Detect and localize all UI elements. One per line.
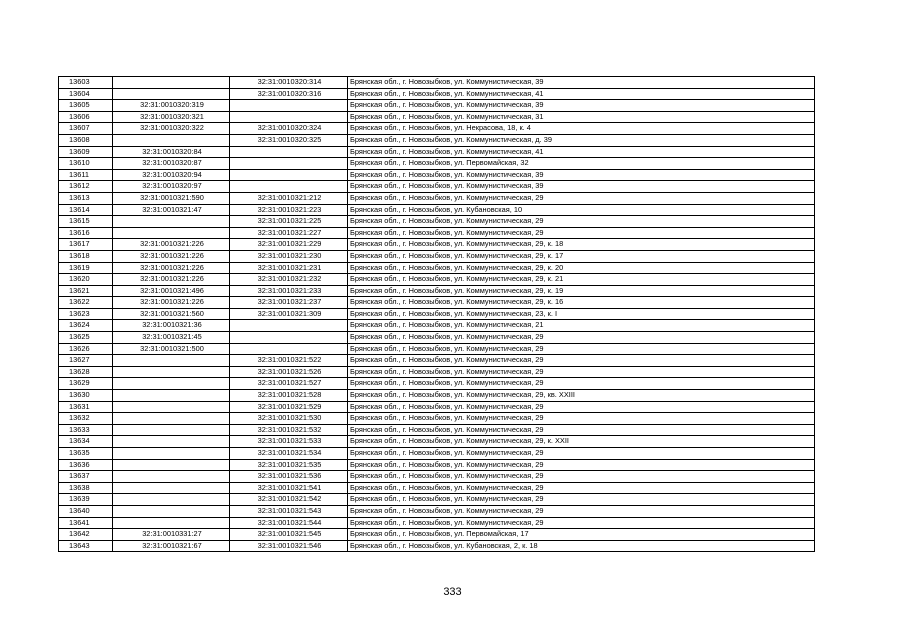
table-row bbox=[59, 424, 815, 436]
address-cell: Брянская обл., г. Новозыбков, ул. Коммунистическая, 29 bbox=[348, 471, 815, 483]
table-row bbox=[59, 262, 815, 274]
object-number-cell: 32:31:0010321:232 bbox=[230, 274, 348, 286]
object-number-cell: 32:31:0010321:225 bbox=[230, 216, 348, 228]
address-cell: Брянская обл., г. Новозыбков, ул. Коммунистическая, 29, к. 16 bbox=[348, 297, 815, 309]
table-row bbox=[59, 227, 815, 239]
object-number-cell: 32:31:0010321:527 bbox=[230, 378, 348, 390]
address-cell: Брянская обл., г. Новозыбков, ул. Коммунистическая, 41 bbox=[348, 88, 815, 100]
row-number-cell: 13628 bbox=[59, 366, 113, 378]
address-cell: Брянская обл., г. Новозыбков, ул. Коммунистическая, 41 bbox=[348, 146, 815, 158]
row-number-cell: 13606 bbox=[59, 111, 113, 123]
address-cell: Брянская обл., г. Новозыбков, ул. Коммунистическая, 29 bbox=[348, 378, 815, 390]
table-row bbox=[59, 355, 815, 367]
object-number-cell bbox=[230, 320, 348, 332]
parcel-number-cell bbox=[113, 401, 230, 413]
row-number-cell: 13640 bbox=[59, 505, 113, 517]
object-number-cell bbox=[230, 181, 348, 193]
parcel-number-cell bbox=[113, 390, 230, 402]
parcel-number-cell bbox=[113, 413, 230, 425]
table-row bbox=[59, 448, 815, 460]
address-cell: Брянская обл., г. Новозыбков, ул. Коммунистическая, 29, к. XXII bbox=[348, 436, 815, 448]
address-cell: Брянская обл., г. Новозыбков, ул. Коммунистическая, 21 bbox=[348, 320, 815, 332]
row-number-cell: 13641 bbox=[59, 517, 113, 529]
table-row bbox=[59, 517, 815, 529]
address-cell: Брянская обл., г. Новозыбков, ул. Коммунистическая, 29 bbox=[348, 413, 815, 425]
table-row bbox=[59, 181, 815, 193]
object-number-cell: 32:31:0010321:522 bbox=[230, 355, 348, 367]
table-row bbox=[59, 239, 815, 251]
parcel-number-cell bbox=[113, 134, 230, 146]
address-cell: Брянская обл., г. Новозыбков, ул. Коммунистическая, 29 bbox=[348, 216, 815, 228]
row-number-cell: 13620 bbox=[59, 274, 113, 286]
parcel-number-cell: 32:31:0010320:87 bbox=[113, 158, 230, 170]
table-row bbox=[59, 401, 815, 413]
object-number-cell bbox=[230, 111, 348, 123]
object-number-cell: 32:31:0010320:314 bbox=[230, 77, 348, 89]
row-number-cell: 13623 bbox=[59, 308, 113, 320]
parcel-number-cell bbox=[113, 77, 230, 89]
object-number-cell: 32:31:0010320:316 bbox=[230, 88, 348, 100]
table-row bbox=[59, 540, 815, 552]
table-row bbox=[59, 332, 815, 344]
table-row bbox=[59, 192, 815, 204]
object-number-cell: 32:31:0010321:543 bbox=[230, 505, 348, 517]
table-row bbox=[59, 216, 815, 228]
address-cell: Брянская обл., г. Новозыбков, ул. Коммунистическая, 29, к. 20 bbox=[348, 262, 815, 274]
parcel-number-cell: 32:31:0010321:226 bbox=[113, 297, 230, 309]
row-number-cell: 13615 bbox=[59, 216, 113, 228]
table-row bbox=[59, 378, 815, 390]
table-row bbox=[59, 158, 815, 170]
table-row bbox=[59, 169, 815, 181]
parcel-number-cell bbox=[113, 471, 230, 483]
object-number-cell bbox=[230, 332, 348, 344]
table-row bbox=[59, 459, 815, 471]
address-cell: Брянская обл., г. Новозыбков, ул. Коммунистическая, 39 bbox=[348, 181, 815, 193]
address-cell: Брянская обл., г. Новозыбков, ул. Коммунистическая, 23, к. I bbox=[348, 308, 815, 320]
parcel-number-cell: 32:31:0010321:226 bbox=[113, 250, 230, 262]
address-cell: Брянская обл., г. Новозыбков, ул. Первомайская, 17 bbox=[348, 529, 815, 541]
address-cell: Брянская обл., г. Новозыбков, ул. Коммунистическая, 29 bbox=[348, 459, 815, 471]
row-number-cell: 13616 bbox=[59, 227, 113, 239]
parcel-number-cell bbox=[113, 216, 230, 228]
row-number-cell: 13626 bbox=[59, 343, 113, 355]
parcel-number-cell: 32:31:0010331:27 bbox=[113, 529, 230, 541]
object-number-cell: 32:31:0010321:231 bbox=[230, 262, 348, 274]
object-number-cell: 32:31:0010321:309 bbox=[230, 308, 348, 320]
parcel-number-cell bbox=[113, 459, 230, 471]
row-number-cell: 13627 bbox=[59, 355, 113, 367]
row-number-cell: 13608 bbox=[59, 134, 113, 146]
table-row bbox=[59, 482, 815, 494]
address-cell: Брянская обл., г. Новозыбков, ул. Коммунистическая, 29 bbox=[348, 505, 815, 517]
table-row bbox=[59, 285, 815, 297]
row-number-cell: 13604 bbox=[59, 88, 113, 100]
parcel-number-cell bbox=[113, 505, 230, 517]
address-cell: Брянская обл., г. Новозыбков, ул. Коммунистическая, 29 bbox=[348, 482, 815, 494]
parcel-number-cell: 32:31:0010320:322 bbox=[113, 123, 230, 135]
table-row bbox=[59, 204, 815, 216]
parcel-number-cell bbox=[113, 88, 230, 100]
address-cell: Брянская обл., г. Новозыбков, ул. Коммунистическая, 29, к. 21 bbox=[348, 274, 815, 286]
address-cell: Брянская обл., г. Новозыбков, ул. Коммунистическая, 31 bbox=[348, 111, 815, 123]
address-cell: Брянская обл., г. Новозыбков, ул. Коммунистическая, 29 bbox=[348, 192, 815, 204]
object-number-cell: 32:31:0010321:229 bbox=[230, 239, 348, 251]
parcel-number-cell: 32:31:0010321:590 bbox=[113, 192, 230, 204]
table-row bbox=[59, 134, 815, 146]
object-number-cell: 32:31:0010321:542 bbox=[230, 494, 348, 506]
object-number-cell: 32:31:0010321:528 bbox=[230, 390, 348, 402]
object-number-cell bbox=[230, 343, 348, 355]
parcel-number-cell: 32:31:0010321:500 bbox=[113, 343, 230, 355]
row-number-cell: 13631 bbox=[59, 401, 113, 413]
parcel-number-cell bbox=[113, 517, 230, 529]
row-number-cell: 13634 bbox=[59, 436, 113, 448]
address-cell: Брянская обл., г. Новозыбков, ул. Коммунистическая, 29 bbox=[348, 401, 815, 413]
table-row bbox=[59, 100, 815, 112]
row-number-cell: 13610 bbox=[59, 158, 113, 170]
table-row bbox=[59, 111, 815, 123]
registry-table bbox=[58, 76, 815, 552]
row-number-cell: 13617 bbox=[59, 239, 113, 251]
table-row bbox=[59, 366, 815, 378]
row-number-cell: 13642 bbox=[59, 529, 113, 541]
parcel-number-cell: 32:31:0010320:94 bbox=[113, 169, 230, 181]
object-number-cell bbox=[230, 169, 348, 181]
object-number-cell: 32:31:0010321:526 bbox=[230, 366, 348, 378]
table-row bbox=[59, 390, 815, 402]
parcel-number-cell: 32:31:0010321:36 bbox=[113, 320, 230, 332]
object-number-cell: 32:31:0010321:534 bbox=[230, 448, 348, 460]
address-cell: Брянская обл., г. Новозыбков, ул. Коммунистическая, 29, кв. XXIII bbox=[348, 390, 815, 402]
row-number-cell: 13613 bbox=[59, 192, 113, 204]
address-cell: Брянская обл., г. Новозыбков, ул. Некрасова, 18, к. 4 bbox=[348, 123, 815, 135]
row-number-cell: 13618 bbox=[59, 250, 113, 262]
row-number-cell: 13609 bbox=[59, 146, 113, 158]
parcel-number-cell: 32:31:0010321:226 bbox=[113, 239, 230, 251]
object-number-cell bbox=[230, 146, 348, 158]
table-row bbox=[59, 471, 815, 483]
object-number-cell: 32:31:0010321:237 bbox=[230, 297, 348, 309]
table-row bbox=[59, 250, 815, 262]
address-cell: Брянская обл., г. Новозыбков, ул. Коммунистическая, 39 bbox=[348, 169, 815, 181]
object-number-cell: 32:31:0010321:529 bbox=[230, 401, 348, 413]
row-number-cell: 13622 bbox=[59, 297, 113, 309]
address-cell: Брянская обл., г. Новозыбков, ул. Коммунистическая, 29 bbox=[348, 494, 815, 506]
parcel-number-cell: 32:31:0010321:45 bbox=[113, 332, 230, 344]
table-row bbox=[59, 529, 815, 541]
address-cell: Брянская обл., г. Новозыбков, ул. Коммунистическая, 29 bbox=[348, 366, 815, 378]
object-number-cell: 32:31:0010321:536 bbox=[230, 471, 348, 483]
address-cell: Брянская обл., г. Новозыбков, ул. Коммунистическая, 29, к. 17 bbox=[348, 250, 815, 262]
parcel-number-cell bbox=[113, 355, 230, 367]
parcel-number-cell bbox=[113, 424, 230, 436]
object-number-cell: 32:31:0010320:324 bbox=[230, 123, 348, 135]
address-cell: Брянская обл., г. Новозыбков, ул. Кубановская, 10 bbox=[348, 204, 815, 216]
parcel-number-cell bbox=[113, 482, 230, 494]
object-number-cell: 32:31:0010321:230 bbox=[230, 250, 348, 262]
table-row bbox=[59, 343, 815, 355]
address-cell: Брянская обл., г. Новозыбков, ул. Коммунистическая, 39 bbox=[348, 100, 815, 112]
address-cell: Брянская обл., г. Новозыбков, ул. Коммунистическая, 29 bbox=[348, 355, 815, 367]
row-number-cell: 13637 bbox=[59, 471, 113, 483]
object-number-cell: 32:31:0010321:212 bbox=[230, 192, 348, 204]
address-cell: Брянская обл., г. Новозыбков, ул. Кубановская, 2, к. 18 bbox=[348, 540, 815, 552]
object-number-cell: 32:31:0010321:533 bbox=[230, 436, 348, 448]
table-row bbox=[59, 274, 815, 286]
row-number-cell: 13625 bbox=[59, 332, 113, 344]
object-number-cell bbox=[230, 100, 348, 112]
parcel-number-cell: 32:31:0010320:321 bbox=[113, 111, 230, 123]
object-number-cell: 32:31:0010321:541 bbox=[230, 482, 348, 494]
table-row bbox=[59, 494, 815, 506]
row-number-cell: 13635 bbox=[59, 448, 113, 460]
row-number-cell: 13639 bbox=[59, 494, 113, 506]
row-number-cell: 13643 bbox=[59, 540, 113, 552]
table-row bbox=[59, 297, 815, 309]
parcel-number-cell: 32:31:0010321:226 bbox=[113, 274, 230, 286]
parcel-number-cell bbox=[113, 436, 230, 448]
row-number-cell: 13632 bbox=[59, 413, 113, 425]
row-number-cell: 13638 bbox=[59, 482, 113, 494]
parcel-number-cell bbox=[113, 494, 230, 506]
address-cell: Брянская обл., г. Новозыбков, ул. Коммунистическая, 29 bbox=[348, 343, 815, 355]
row-number-cell: 13612 bbox=[59, 181, 113, 193]
object-number-cell bbox=[230, 158, 348, 170]
parcel-number-cell: 32:31:0010321:67 bbox=[113, 540, 230, 552]
address-cell: Брянская обл., г. Новозыбков, ул. Коммунистическая, 29, к. 19 bbox=[348, 285, 815, 297]
row-number-cell: 13633 bbox=[59, 424, 113, 436]
registry-table-body bbox=[59, 77, 815, 552]
row-number-cell: 13619 bbox=[59, 262, 113, 274]
table-row bbox=[59, 123, 815, 135]
object-number-cell: 32:31:0010321:535 bbox=[230, 459, 348, 471]
row-number-cell: 13621 bbox=[59, 285, 113, 297]
address-cell: Брянская обл., г. Новозыбков, ул. Коммунистическая, 29 bbox=[348, 448, 815, 460]
table-row bbox=[59, 77, 815, 89]
row-number-cell: 13603 bbox=[59, 77, 113, 89]
parcel-number-cell: 32:31:0010320:319 bbox=[113, 100, 230, 112]
table-row bbox=[59, 88, 815, 100]
row-number-cell: 13605 bbox=[59, 100, 113, 112]
table-row bbox=[59, 436, 815, 448]
address-cell: Брянская обл., г. Новозыбков, ул. Первомайская, 32 bbox=[348, 158, 815, 170]
table-row bbox=[59, 505, 815, 517]
object-number-cell: 32:31:0010320:325 bbox=[230, 134, 348, 146]
parcel-number-cell: 32:31:0010321:496 bbox=[113, 285, 230, 297]
row-number-cell: 13629 bbox=[59, 378, 113, 390]
row-number-cell: 13614 bbox=[59, 204, 113, 216]
parcel-number-cell: 32:31:0010321:226 bbox=[113, 262, 230, 274]
object-number-cell: 32:31:0010321:532 bbox=[230, 424, 348, 436]
object-number-cell: 32:31:0010321:546 bbox=[230, 540, 348, 552]
row-number-cell: 13607 bbox=[59, 123, 113, 135]
object-number-cell: 32:31:0010321:223 bbox=[230, 204, 348, 216]
object-number-cell: 32:31:0010321:545 bbox=[230, 529, 348, 541]
table-row bbox=[59, 413, 815, 425]
address-cell: Брянская обл., г. Новозыбков, ул. Коммунистическая, 29 bbox=[348, 227, 815, 239]
row-number-cell: 13636 bbox=[59, 459, 113, 471]
object-number-cell: 32:31:0010321:544 bbox=[230, 517, 348, 529]
table-row bbox=[59, 308, 815, 320]
object-number-cell: 32:31:0010321:530 bbox=[230, 413, 348, 425]
parcel-number-cell bbox=[113, 366, 230, 378]
parcel-number-cell bbox=[113, 227, 230, 239]
parcel-number-cell: 32:31:0010320:84 bbox=[113, 146, 230, 158]
page-number: 333 bbox=[443, 586, 462, 598]
table-row bbox=[59, 320, 815, 332]
address-cell: Брянская обл., г. Новозыбков, ул. Коммунистическая, д. 39 bbox=[348, 134, 815, 146]
row-number-cell: 13624 bbox=[59, 320, 113, 332]
object-number-cell: 32:31:0010321:227 bbox=[230, 227, 348, 239]
address-cell: Брянская обл., г. Новозыбков, ул. Коммунистическая, 29 bbox=[348, 517, 815, 529]
address-cell: Брянская обл., г. Новозыбков, ул. Коммунистическая, 29, к. 18 bbox=[348, 239, 815, 251]
row-number-cell: 13630 bbox=[59, 390, 113, 402]
address-cell: Брянская обл., г. Новозыбков, ул. Коммунистическая, 39 bbox=[348, 77, 815, 89]
parcel-number-cell bbox=[113, 378, 230, 390]
address-cell: Брянская обл., г. Новозыбков, ул. Коммунистическая, 29 bbox=[348, 424, 815, 436]
address-cell: Брянская обл., г. Новозыбков, ул. Коммунистическая, 29 bbox=[348, 332, 815, 344]
parcel-number-cell: 32:31:0010321:560 bbox=[113, 308, 230, 320]
object-number-cell: 32:31:0010321:233 bbox=[230, 285, 348, 297]
parcel-number-cell: 32:31:0010320:97 bbox=[113, 181, 230, 193]
parcel-number-cell: 32:31:0010321:47 bbox=[113, 204, 230, 216]
table-row bbox=[59, 146, 815, 158]
row-number-cell: 13611 bbox=[59, 169, 113, 181]
parcel-number-cell bbox=[113, 448, 230, 460]
